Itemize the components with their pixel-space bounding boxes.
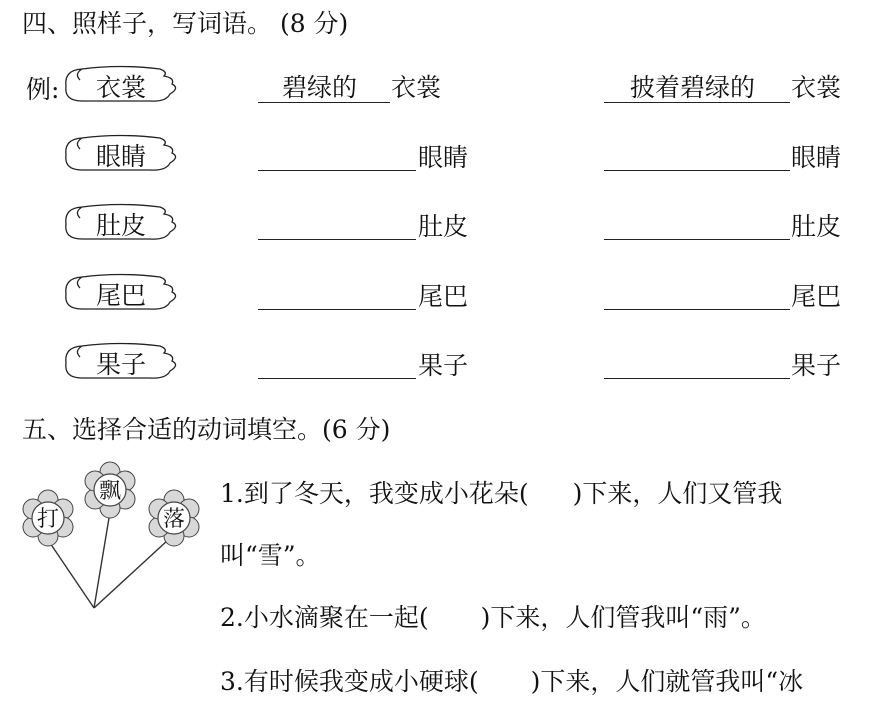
cloud-word-label: 肚皮 (96, 211, 147, 240)
flower-word-middle: 飘 (98, 479, 122, 504)
noun-suffix: 肚皮 (418, 212, 469, 241)
answer-blank[interactable] (604, 199, 790, 240)
example-answer-1: 碧绿的 (282, 73, 358, 102)
answer-blank[interactable] (604, 338, 790, 379)
noun-suffix: 果子 (791, 351, 842, 380)
cloud-word-label: 衣裳 (96, 73, 147, 102)
cloud-word-label: 果子 (96, 350, 147, 379)
sentence-1-before: 1.到了冬天，我变成小花朵( (220, 479, 529, 508)
sentence-3-before: 3.有时候我变成小硬球( (220, 667, 479, 696)
flower-bouquet-illustration (14, 458, 214, 618)
sentence-1-after: )下来，人们又管我 (572, 479, 783, 508)
noun-suffix: 眼睛 (418, 143, 469, 172)
sentence-1-continued (220, 536, 321, 572)
answer-blank[interactable] (604, 130, 790, 171)
cloud-word (60, 341, 182, 383)
sentence-1 (220, 474, 782, 510)
cloud-word-label: 尾巴 (96, 281, 147, 310)
flower-word-left: 打 (36, 507, 60, 532)
example-label: 例: (26, 75, 60, 104)
cloud-word (60, 272, 182, 314)
section5-title: 五、选择合适的动词填空。(6 分) (22, 415, 391, 444)
example-blank-2 (604, 62, 790, 103)
noun-suffix: 果子 (418, 351, 469, 380)
answer-blank[interactable] (258, 130, 416, 171)
answer-blank[interactable] (258, 338, 416, 379)
noun-suffix: 尾巴 (791, 282, 842, 311)
sentence-2-before: 2.小水滴聚在一起( (220, 603, 429, 632)
sentence-2-after: )下来，人们管我叫“雨”。 (480, 603, 766, 632)
noun-suffix: 眼睛 (791, 143, 842, 172)
sentence-3 (220, 662, 803, 698)
cloud-word-example (60, 64, 182, 106)
sentence-1-continued-text: 叫“雪”。 (220, 541, 321, 570)
answer-blank[interactable] (258, 199, 416, 240)
example-suffix-2: 衣裳 (791, 73, 842, 102)
sentence-2 (220, 598, 766, 634)
noun-suffix: 肚皮 (791, 212, 842, 241)
example-suffix-1: 衣裳 (391, 73, 442, 102)
section4-title: 四、照样子，写词语。 (8 分) (22, 9, 349, 38)
example-blank-1 (258, 62, 390, 103)
cloud-word (60, 133, 182, 175)
sentence-3-after: )下来，人们就管我叫“冰 (530, 667, 804, 696)
cloud-word-label: 眼睛 (96, 142, 147, 171)
flower-word-right: 落 (162, 507, 186, 532)
example-answer-2: 披着碧绿的 (630, 73, 756, 102)
answer-blank[interactable] (604, 269, 790, 310)
noun-suffix: 尾巴 (418, 282, 469, 311)
answer-blank[interactable] (258, 269, 416, 310)
cloud-word (60, 202, 182, 244)
